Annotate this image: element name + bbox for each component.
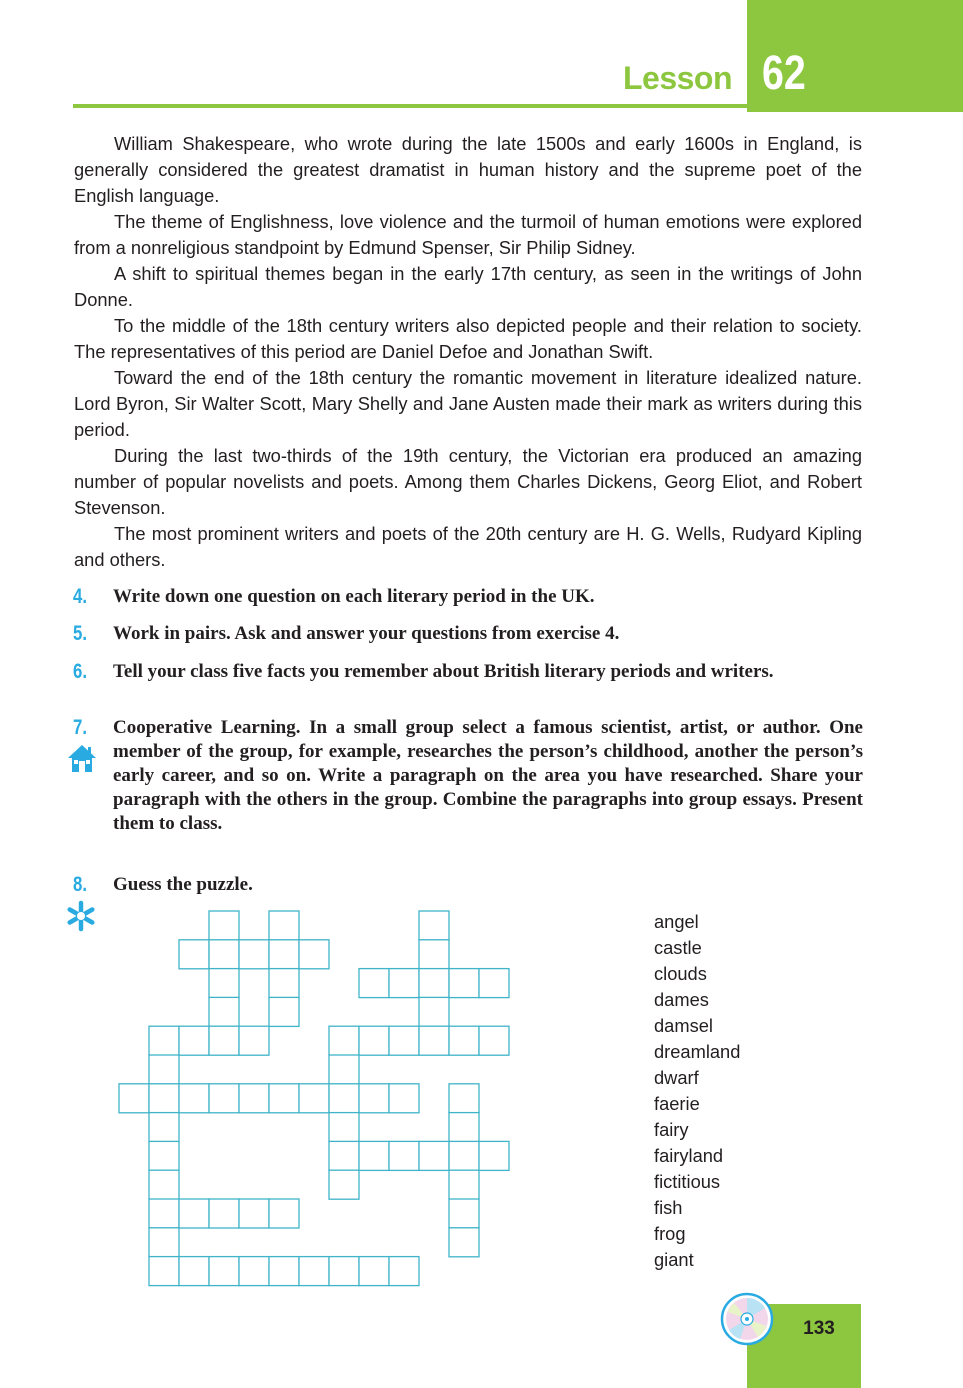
crossword-cell[interactable] <box>419 997 449 1026</box>
crossword-cell[interactable] <box>269 997 299 1026</box>
crossword-cell[interactable] <box>239 1026 269 1055</box>
crossword-cell[interactable] <box>449 1141 479 1170</box>
crossword-cell[interactable] <box>449 969 479 998</box>
crossword-cell[interactable] <box>329 1026 359 1055</box>
paragraph: Toward the end of the 18th century the romantic movement in literature idealized nature. Lord Byron, Sir Walter Scott, Mary Shelly and Jane Austen made their mark as writers during this period. <box>74 367 862 440</box>
crossword-cell[interactable] <box>389 1141 419 1170</box>
word-list-item: faerie <box>654 1093 700 1114</box>
crossword-cell[interactable] <box>209 1084 239 1113</box>
crossword-cell[interactable] <box>269 969 299 998</box>
crossword-cell[interactable] <box>359 1026 389 1055</box>
crossword-cell[interactable] <box>269 1257 299 1286</box>
word-list-item: castle <box>654 937 702 958</box>
crossword-cell[interactable] <box>239 1199 269 1228</box>
crossword-cell[interactable] <box>149 1026 179 1055</box>
crossword-cell[interactable] <box>419 1141 449 1170</box>
crossword-cell[interactable] <box>449 1026 479 1055</box>
crossword-cell[interactable] <box>149 1113 179 1142</box>
word-list-item: fish <box>654 1197 683 1218</box>
word-list-item: fairyland <box>654 1145 724 1166</box>
crossword-cell[interactable] <box>239 940 269 969</box>
crossword-cell[interactable] <box>179 1026 209 1055</box>
crossword-cell[interactable] <box>359 1084 389 1113</box>
crossword-cell[interactable] <box>479 1141 509 1170</box>
crossword-cell[interactable] <box>419 1026 449 1055</box>
crossword-cell[interactable] <box>419 911 449 940</box>
exercise-number: 8. <box>73 873 88 896</box>
crossword-cell[interactable] <box>209 1026 239 1055</box>
lesson-title: Lesson <box>622 60 732 96</box>
crossword-cell[interactable] <box>179 1084 209 1113</box>
word-list-item: fictitious <box>654 1171 721 1192</box>
crossword-cell[interactable] <box>359 969 389 998</box>
crossword-cell[interactable] <box>149 1084 179 1113</box>
crossword-cell[interactable] <box>389 1257 419 1286</box>
word-list-item: dreamland <box>654 1041 741 1062</box>
crossword-cell[interactable] <box>329 1113 359 1142</box>
word-list-item: giant <box>654 1249 694 1270</box>
crossword-cell[interactable] <box>269 911 299 940</box>
crossword-cell[interactable] <box>119 1084 149 1113</box>
crossword-cell[interactable] <box>449 1113 479 1142</box>
crossword-cell[interactable] <box>209 911 239 940</box>
paragraph: During the last two-thirds of the 19th century, the Victorian era produced an amazing number of popular novelists and poets. Among them Charles Dickens, Georg Eliot, and Robert Stevenson. <box>74 445 862 518</box>
crossword-cell[interactable] <box>179 1199 209 1228</box>
crossword-cell[interactable] <box>329 1257 359 1286</box>
crossword-cell[interactable] <box>239 1257 269 1286</box>
crossword-cell[interactable] <box>269 940 299 969</box>
crossword-cell[interactable] <box>389 969 419 998</box>
exercise-number: 7. <box>73 716 88 739</box>
crossword-cell[interactable] <box>449 1084 479 1113</box>
word-list <box>654 909 740 1273</box>
crossword-cell[interactable] <box>149 1170 179 1199</box>
crossword-cell[interactable] <box>449 1170 479 1199</box>
paragraph: To the middle of the 18th century writers also depicted people and their relation to society. The representatives of this period are Daniel Defoe and Jonathan Swift. <box>74 315 862 362</box>
crossword-cell[interactable] <box>449 1228 479 1257</box>
crossword-cell[interactable] <box>479 1026 509 1055</box>
crossword-cell[interactable] <box>329 1084 359 1113</box>
crossword-cell[interactable] <box>209 969 239 998</box>
crossword-cell[interactable] <box>209 1199 239 1228</box>
word-list-item: clouds <box>654 963 707 984</box>
paragraph: William Shakespeare, who wrote during the late 1500s and early 1600s in England, is generally considered the greatest dramatist in human history and the supreme poet of the English language. <box>74 133 862 206</box>
crossword-cell[interactable] <box>149 1257 179 1286</box>
word-list-item: damsel <box>654 1015 713 1036</box>
page-number: 133 <box>803 1318 835 1339</box>
crossword-cell[interactable] <box>329 1055 359 1084</box>
exercise-text: Cooperative Learning. In a small group select a famous scientist, artist, or author. One member of the group, for example, researches the person’s childhood, another the person’s early career, and so on. Write a paragraph on the area you have researched. Share your paragraph with the others in the group. Combine the paragraphs into group essays. Present them to class. <box>113 717 863 834</box>
crossword-cell[interactable] <box>419 969 449 998</box>
lesson-number: 62 <box>762 47 806 100</box>
crossword-cell[interactable] <box>299 1084 329 1113</box>
word-list-item: dwarf <box>654 1067 699 1088</box>
crossword-cell[interactable] <box>449 1199 479 1228</box>
exercise-number: 4. <box>73 585 88 608</box>
word-list-item: frog <box>654 1223 686 1244</box>
exercise-text: Write down one question on each literary period in the UK. <box>113 586 595 607</box>
exercise-text: Guess the puzzle. <box>113 874 253 895</box>
exercise-number: 6. <box>73 660 88 683</box>
crossword-cell[interactable] <box>209 997 239 1026</box>
crossword-cell[interactable] <box>149 1228 179 1257</box>
crossword-cell[interactable] <box>239 1084 269 1113</box>
crossword-cell[interactable] <box>359 1141 389 1170</box>
word-list-item: angel <box>654 911 699 932</box>
crossword-cell[interactable] <box>419 940 449 969</box>
crossword-cell[interactable] <box>179 940 209 969</box>
crossword-cell[interactable] <box>329 1170 359 1199</box>
exercise-number: 5. <box>73 622 88 645</box>
crossword-cell[interactable] <box>149 1199 179 1228</box>
crossword-cell[interactable] <box>359 1257 389 1286</box>
crossword-cell[interactable] <box>299 1257 329 1286</box>
crossword-cell[interactable] <box>149 1055 179 1084</box>
paragraph: A shift to spiritual themes began in the early 17th century, as seen in the writings of John Donne. <box>74 263 862 310</box>
crossword-cell[interactable] <box>389 1026 419 1055</box>
crossword-cell[interactable] <box>209 940 239 969</box>
word-list-item: fairy <box>654 1119 689 1140</box>
crossword-cell[interactable] <box>479 969 509 998</box>
crossword-cell[interactable] <box>179 1257 209 1286</box>
exercise-text: Tell your class five facts you remember about British literary periods and writers. <box>113 661 774 682</box>
crossword-cell[interactable] <box>269 1199 299 1228</box>
exercise-text: Work in pairs. Ask and answer your questions from exercise 4. <box>113 623 620 644</box>
crossword-cell[interactable] <box>299 940 329 969</box>
crossword-cell[interactable] <box>269 1084 299 1113</box>
word-list-item: dames <box>654 989 709 1010</box>
crossword-cell[interactable] <box>329 1141 359 1170</box>
paragraph: The theme of Englishness, love violence and the turmoil of human emotions were explored from a nonreligious standpoint by Edmund Spenser, Sir Philip Sidney. <box>74 211 862 258</box>
crossword-cell[interactable] <box>389 1084 419 1113</box>
paragraph: The most prominent writers and poets of the 20th century are H. G. Wells, Rudyard Kipling and others. <box>74 523 862 570</box>
crossword-cell[interactable] <box>209 1257 239 1286</box>
cd-icon[interactable] <box>720 1292 774 1346</box>
crossword-cell[interactable] <box>149 1141 179 1170</box>
